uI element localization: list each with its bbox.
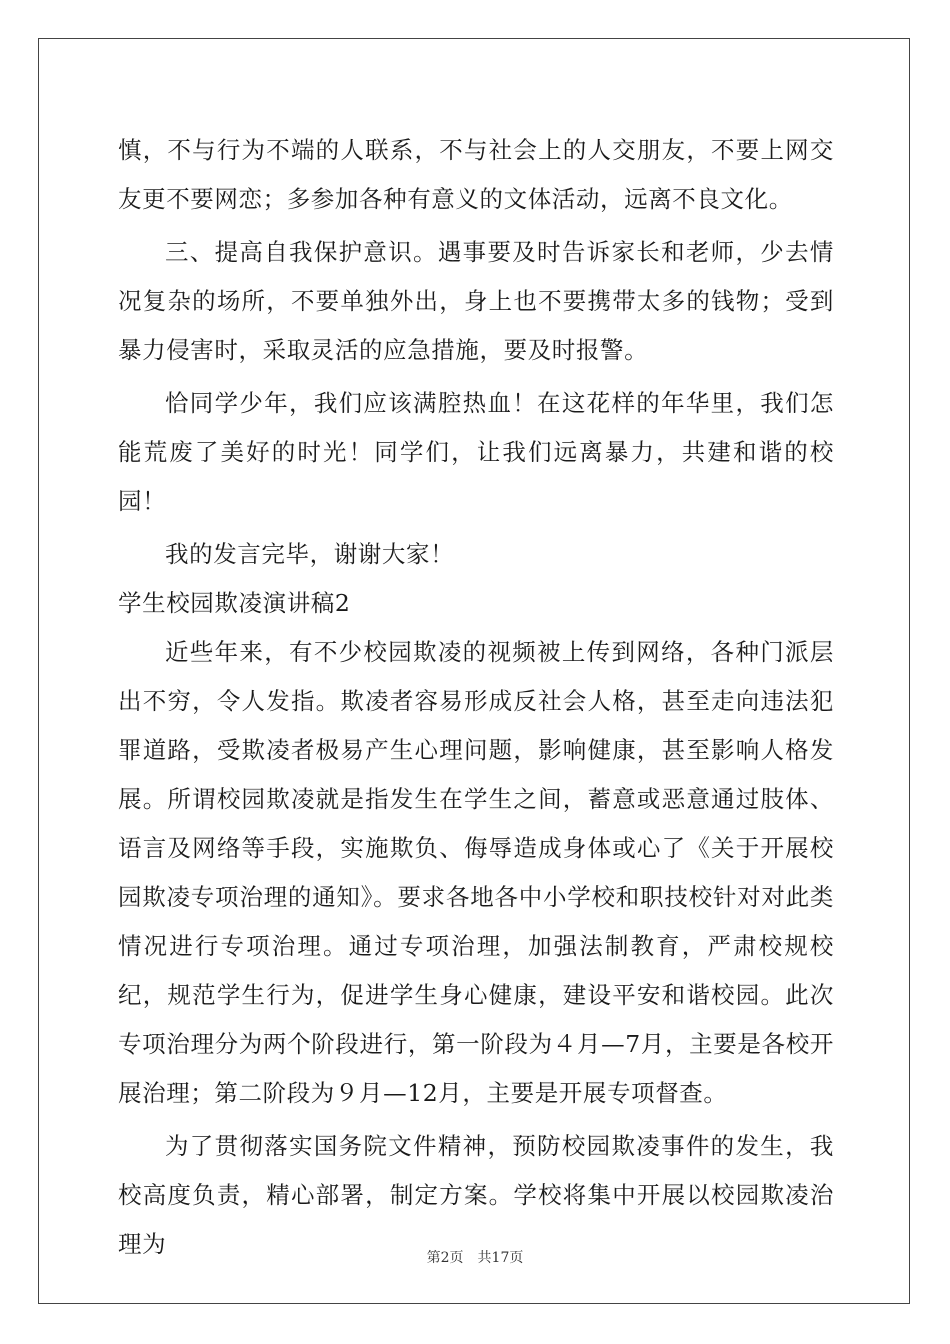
paragraph-school-plan: 为了贯彻落实国务院文件精神，预防校园欺凌事件的发生，我校高度负责，精心部署，制定方案。学校将集中开展以校园欺凌治理为 xyxy=(118,1132,834,1258)
section-title: 学生校园欺凌演讲稿2 xyxy=(118,589,351,617)
page-number-footer: 第2页 共17页 xyxy=(426,1250,524,1266)
paragraph-closing: 我的发言完毕，谢谢大家！ xyxy=(165,540,455,568)
paragraph-youth: 恰同学少年，我们应该满腔热血！在这花样的年华里，我们怎能荒废了美好的时光！同学们，让我们远离暴力，共建和谐的校园！ xyxy=(118,389,834,515)
paragraph-bullying-intro: 近些年来，有不少校园欺凌的视频被上传到网络，各种门派层出不穷，令人发指。欺凌者容易形成反社会人格，甚至走向违法犯罪道路，受欺凌者极易产生心理问题，影响健康，甚至影响人格发展。所谓校园欺凌就是指发生在学生之间，蓄意或恶意通过肢体、语言及网络等手段，实施欺负、侮辱造成身体或心了《关于开展校园欺凌专项治理的通知》。要求各地各中小学校和职技校针对对此类情况进行专项治理。通过专项治理，加强法制教育，严肃校规校纪，规范学生行为，促进学生身心健康，建设平安和谐校园。此次专项治理分为两个阶段进行，第一阶段为４月—7月，主要是各校开展治理；第二阶段为９月—12月，主要是开展专项督查。 xyxy=(118,638,834,1107)
document-body xyxy=(118,126,834,1269)
paragraph-continuation: 慎，不与行为不端的人联系，不与社会上的人交朋友，不要上网交友更不要网恋；多参加各种有意义的文体活动，远离不良文化。 xyxy=(118,136,834,213)
paragraph-self-protection: 三、提高自我保护意识。遇事要及时告诉家长和老师，少去情况复杂的场所，不要单独外出，身上也不要携带太多的钱物；受到暴力侵害时，采取灵活的应急措施，要及时报警。 xyxy=(118,238,834,364)
